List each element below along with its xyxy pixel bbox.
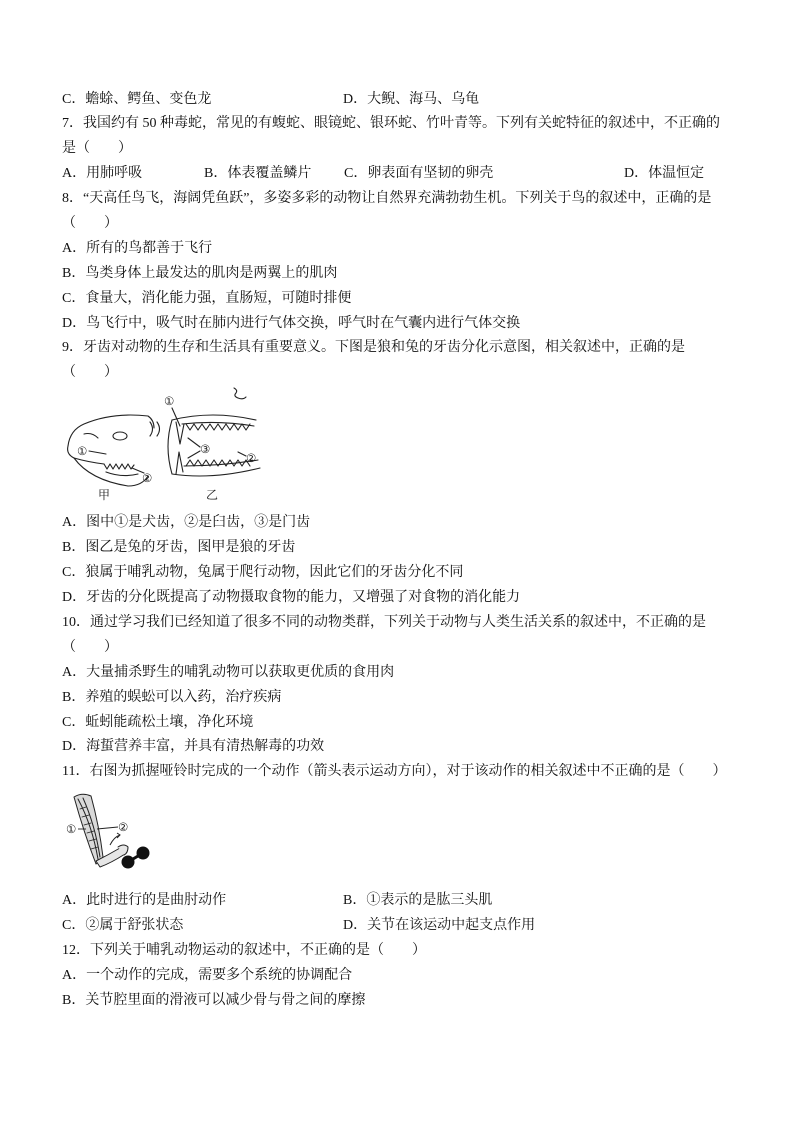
q7-options-row [62,162,752,187]
q8-stem: （ ） [62,215,118,231]
caption-yi: 乙 [206,488,219,503]
label-3: ③ [200,442,211,457]
q9-option-a: A．图中①是犬齿，②是臼齿，③是门齿 [62,515,311,531]
q11-option-d: D．关节在该运动中起支点作用 [343,918,536,934]
q6-option-c: C．蟾蜍、鳄鱼、变色龙 [62,91,212,107]
q12-option-b: B．关节腔里面的滑液可以减少骨与骨之间的摩擦 [62,992,366,1008]
label-2: ② [142,471,153,486]
q11-option-a: A．此时进行的是曲肘动作 [62,893,227,909]
teeth-diagram [62,386,272,511]
q7-option-d: D．体温恒定 [624,166,705,182]
arm-dumbbell-figure [62,785,752,889]
q9-option-d: D．牙齿的分化既提高了动物摄取食物的能力，又增强了对食物的消化能力 [62,590,521,606]
q9-option-b: B．图乙是兔的牙齿，图甲是狼的牙齿 [62,540,296,556]
label-1: ① [66,822,77,837]
q12-stem: 12．下列关于哺乳动物运动的叙述中，不正确的是（ ） [62,943,426,959]
q10-option-d: D．海蜇营养丰富，并具有清热解毒的功效 [62,739,325,755]
q8-option-a: A．所有的鸟都善于飞行 [62,240,213,256]
q11-option-c: C．②属于舒张状态 [62,918,184,934]
q9-option-c: C．狼属于哺乳动物，兔属于爬行动物，因此它们的牙齿分化不同 [62,565,464,581]
label-1: ① [77,444,88,459]
q8-option-c: C．食量大，消化能力强，直肠短，可随时排便 [62,290,352,306]
q8-option-d: D．鸟飞行中，吸气时在肺内进行气体交换，呼气时在气囊内进行气体交换 [62,315,521,331]
q10-option-b: B．养殖的蜈蚣可以入药，治疗疾病 [62,689,282,705]
q7-stem: 是（ ） [62,141,132,157]
q11-options-row [62,889,752,914]
q10-stem: 10．通过学习我们已经知道了很多不同的动物类群，下列关于动物与人类生活关系的叙述中，不正确的是 [62,615,706,630]
teeth-diagram-figure [62,386,752,511]
arm-dumbbell-diagram [62,785,172,889]
q10-option-a: A．大量捕杀野生的哺乳动物可以获取更优质的食用肉 [62,664,395,680]
question-sheet [62,88,752,1014]
label-1: ① [164,394,175,409]
q6-option-d: D．大鲵、海马、乌龟 [343,91,480,107]
q7-option-b: B．体表覆盖鳞片 [204,166,312,182]
caption-jia: 甲 [98,488,111,503]
q10-option-c: C．蚯蚓能疏松土壤，净化环境 [62,714,254,730]
q8-stem: 8．“天高任鸟飞，海阔凭鱼跃”，多姿多彩的动物让自然界充满勃勃生机。下列关于鸟的叙述中，正确的是 [62,191,712,207]
q7-stem: 7．我国约有 50 种毒蛇，常见的有蝮蛇、眼镜蛇、银环蛇、竹叶青等。下列有关蛇特征的叙述中，不正确的 [62,116,720,132]
q11-stem: 11．右图为抓握哑铃时完成的一个动作（箭头表示运动方向），对于该动作的相关叙述中不正确的是（ ） [62,764,727,780]
q12-option-a: A．一个动作的完成，需要多个系统的协调配合 [62,968,353,983]
q11-options-row [62,914,752,939]
q8-option-b: B．鸟类身体上最发达的肌肉是两翼上的肌肉 [62,265,338,281]
q9-stem: （ ） [62,365,118,381]
q10-stem: （ ） [62,639,118,655]
q7-option-a: A．用肺呼吸 [62,166,143,182]
label-2: ② [118,820,129,835]
label-2: ② [246,451,257,466]
q6-options-row [62,88,752,113]
motion-arrow-icon [110,833,120,845]
q7-option-c: C．卵表面有坚韧的卵壳 [344,166,494,182]
q9-stem: 9．牙齿对动物的生存和生活具有重要意义。下图是狼和兔的牙齿分化示意图，相关叙述中，正确的是 [62,340,685,356]
q11-option-b: B．①表示的是肱三头肌 [343,893,493,909]
